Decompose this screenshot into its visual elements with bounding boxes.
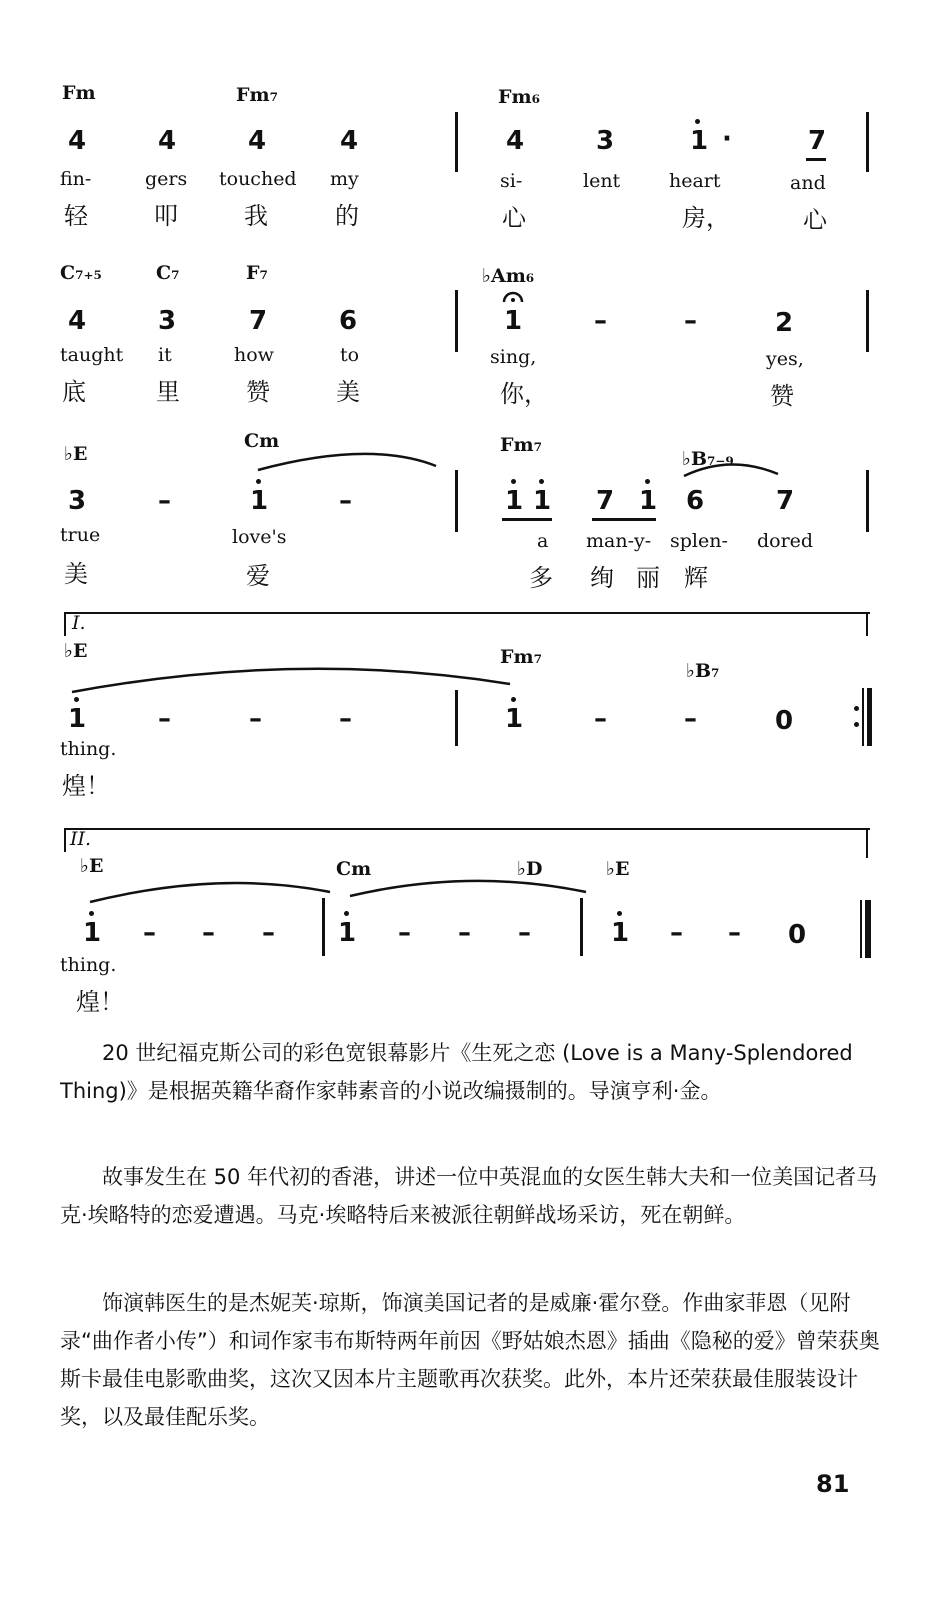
dash: –: [728, 918, 741, 948]
dash: –: [518, 918, 531, 948]
lyric-zh: 心: [803, 206, 827, 234]
note: 6: [686, 486, 705, 516]
lyric-en: si-: [500, 170, 523, 192]
chord: Fm₆: [498, 86, 540, 108]
lyric-en: my: [330, 168, 359, 190]
note: 1: [611, 918, 630, 948]
chord: ♭E: [64, 443, 88, 465]
dash: –: [249, 704, 262, 734]
chord: ♭E: [80, 855, 104, 877]
dash: –: [594, 306, 607, 336]
lyric-zh: 赞: [770, 382, 794, 410]
lyric-zh: 绚: [590, 564, 614, 592]
chord: ♭Am₆: [482, 265, 535, 287]
ending-label: I.: [72, 612, 86, 634]
lyric-en: man-y-: [586, 530, 652, 552]
chord: ♭B₇₋₉: [682, 448, 734, 470]
note: 1: [690, 126, 709, 156]
note: 3: [158, 306, 177, 336]
dash: –: [143, 918, 156, 948]
note: 1: [639, 486, 658, 516]
note: 3: [596, 126, 615, 156]
lyric-zh: 的: [335, 202, 359, 230]
paragraph: 故事发生在 50 年代初的香港，讲述一位中英混血的女医生韩大夫和一位美国记者马克·埃略特的恋爱遭遇。马克·埃略特后来被派往朝鲜战场采访，死在朝鲜。: [60, 1165, 878, 1227]
lyric-en: lent: [583, 170, 621, 192]
lyric-en: touched: [219, 168, 297, 190]
note: 4: [68, 126, 87, 156]
lyric-en: taught: [60, 344, 124, 366]
note: 1: [68, 704, 87, 734]
dash: –: [339, 486, 352, 516]
lyric-en: it: [158, 344, 172, 366]
lyric-zh: 心: [502, 204, 526, 232]
lyric-en: and: [790, 172, 826, 194]
lyric-en: a: [537, 530, 549, 552]
lyric-en: sing,: [490, 346, 537, 368]
chord: Fm₇: [236, 84, 278, 106]
chord: C₇₊₅: [60, 262, 102, 284]
lyric-zh: 我: [244, 202, 268, 230]
lyric-en: how: [234, 344, 274, 366]
slur: [72, 669, 510, 692]
lyric-en: gers: [145, 168, 188, 190]
lyric-zh: 你，: [500, 380, 548, 408]
dash: –: [158, 704, 171, 734]
paragraph: 饰演韩医生的是杰妮芙·琼斯，饰演美国记者的是威廉·霍尔登。作曲家菲恩（见附录“曲作者小传”）和词作家韦布斯特两年前因《野姑娘杰恩》插曲《隐秘的爱》曾荣获奥斯卡最佳电影歌曲奖，这次又因本片主题歌再次获奖。此外，本片还荣获最佳服装设计奖，以及最佳配乐奖。: [60, 1291, 880, 1429]
note: 1: [504, 306, 523, 336]
chord: Cm: [244, 430, 280, 452]
lyric-zh: 煌！: [62, 772, 110, 800]
dash: –: [684, 704, 697, 734]
note: 4: [158, 126, 177, 156]
note: 1: [250, 486, 269, 516]
lyric-zh: 丽: [636, 564, 660, 592]
note: 1: [338, 918, 357, 948]
note: 6: [339, 306, 358, 336]
chord: ♭E: [606, 858, 630, 880]
chord: ♭E: [64, 640, 88, 662]
lyric-en: fin-: [60, 168, 92, 190]
note: 0: [788, 920, 807, 950]
chord: Fm₇: [500, 434, 542, 456]
lyric-zh: 多: [529, 564, 553, 592]
note: 1: [505, 486, 524, 516]
lyric-zh: 里: [156, 378, 180, 406]
lyric-en: splen-: [670, 530, 728, 552]
dash: –: [202, 918, 215, 948]
note: 7: [776, 486, 795, 516]
note: 4: [248, 126, 267, 156]
lyric-zh: 叩: [154, 202, 178, 230]
slur: [350, 881, 586, 896]
lyric-zh: 辉: [684, 564, 708, 592]
dash: –: [339, 704, 352, 734]
lyric-zh: 赞: [246, 378, 270, 406]
ending-label: II.: [70, 828, 92, 850]
note: 4: [340, 126, 359, 156]
lyric-zh: 美: [336, 378, 360, 406]
note: 7: [808, 126, 827, 156]
lyric-en: dored: [757, 530, 814, 552]
lyric-zh: 轻: [64, 202, 88, 230]
dash: –: [594, 704, 607, 734]
lyric-en: to: [340, 344, 360, 366]
chord: ♭B₇: [686, 660, 720, 682]
lyric-zh: 爱: [246, 562, 270, 590]
chord: Cm: [336, 858, 372, 880]
lyric-zh: 房，: [682, 204, 730, 232]
paragraph: 20 世纪福克斯公司的彩色宽银幕影片《生死之恋 (Love is a Many-Splendored Thing)》是根据英籍华裔作家韩素音的小说改编摄制的。导演亨利·金。: [60, 1041, 853, 1103]
lyric-en: true: [60, 524, 101, 546]
lyric-zh: 美: [64, 560, 88, 588]
dash: –: [670, 918, 683, 948]
note: 3: [68, 486, 87, 516]
note: 1: [505, 704, 524, 734]
chord: ♭D: [517, 858, 543, 880]
note: 2: [775, 308, 794, 338]
lyric-zh: 煌！: [76, 988, 124, 1016]
note: 4: [506, 126, 525, 156]
lyric-en: love's: [232, 526, 287, 548]
lyric-en: thing.: [60, 954, 117, 976]
note: 1: [533, 486, 552, 516]
note: 7: [596, 486, 615, 516]
dash: –: [398, 918, 411, 948]
slur: [684, 464, 778, 476]
dash: –: [458, 918, 471, 948]
slur: [258, 454, 436, 470]
note: 4: [68, 306, 87, 336]
lyric-en: heart: [669, 170, 721, 192]
dash: –: [158, 486, 171, 516]
chord: Fm: [62, 82, 96, 104]
dash: –: [262, 918, 275, 948]
chord: Fm₇: [500, 646, 542, 668]
lyric-en: yes,: [766, 348, 804, 370]
augmentation-dot: ·: [722, 124, 732, 154]
slur: [90, 883, 330, 902]
note: 0: [775, 706, 794, 736]
chord: C₇: [156, 262, 180, 284]
lyric-zh: 底: [62, 378, 86, 406]
dash: –: [684, 306, 697, 336]
lyric-en: thing.: [60, 738, 117, 760]
note: 1: [83, 918, 102, 948]
note: 7: [249, 306, 268, 336]
chord: F₇: [246, 262, 268, 284]
page-number: 81: [816, 1470, 850, 1498]
